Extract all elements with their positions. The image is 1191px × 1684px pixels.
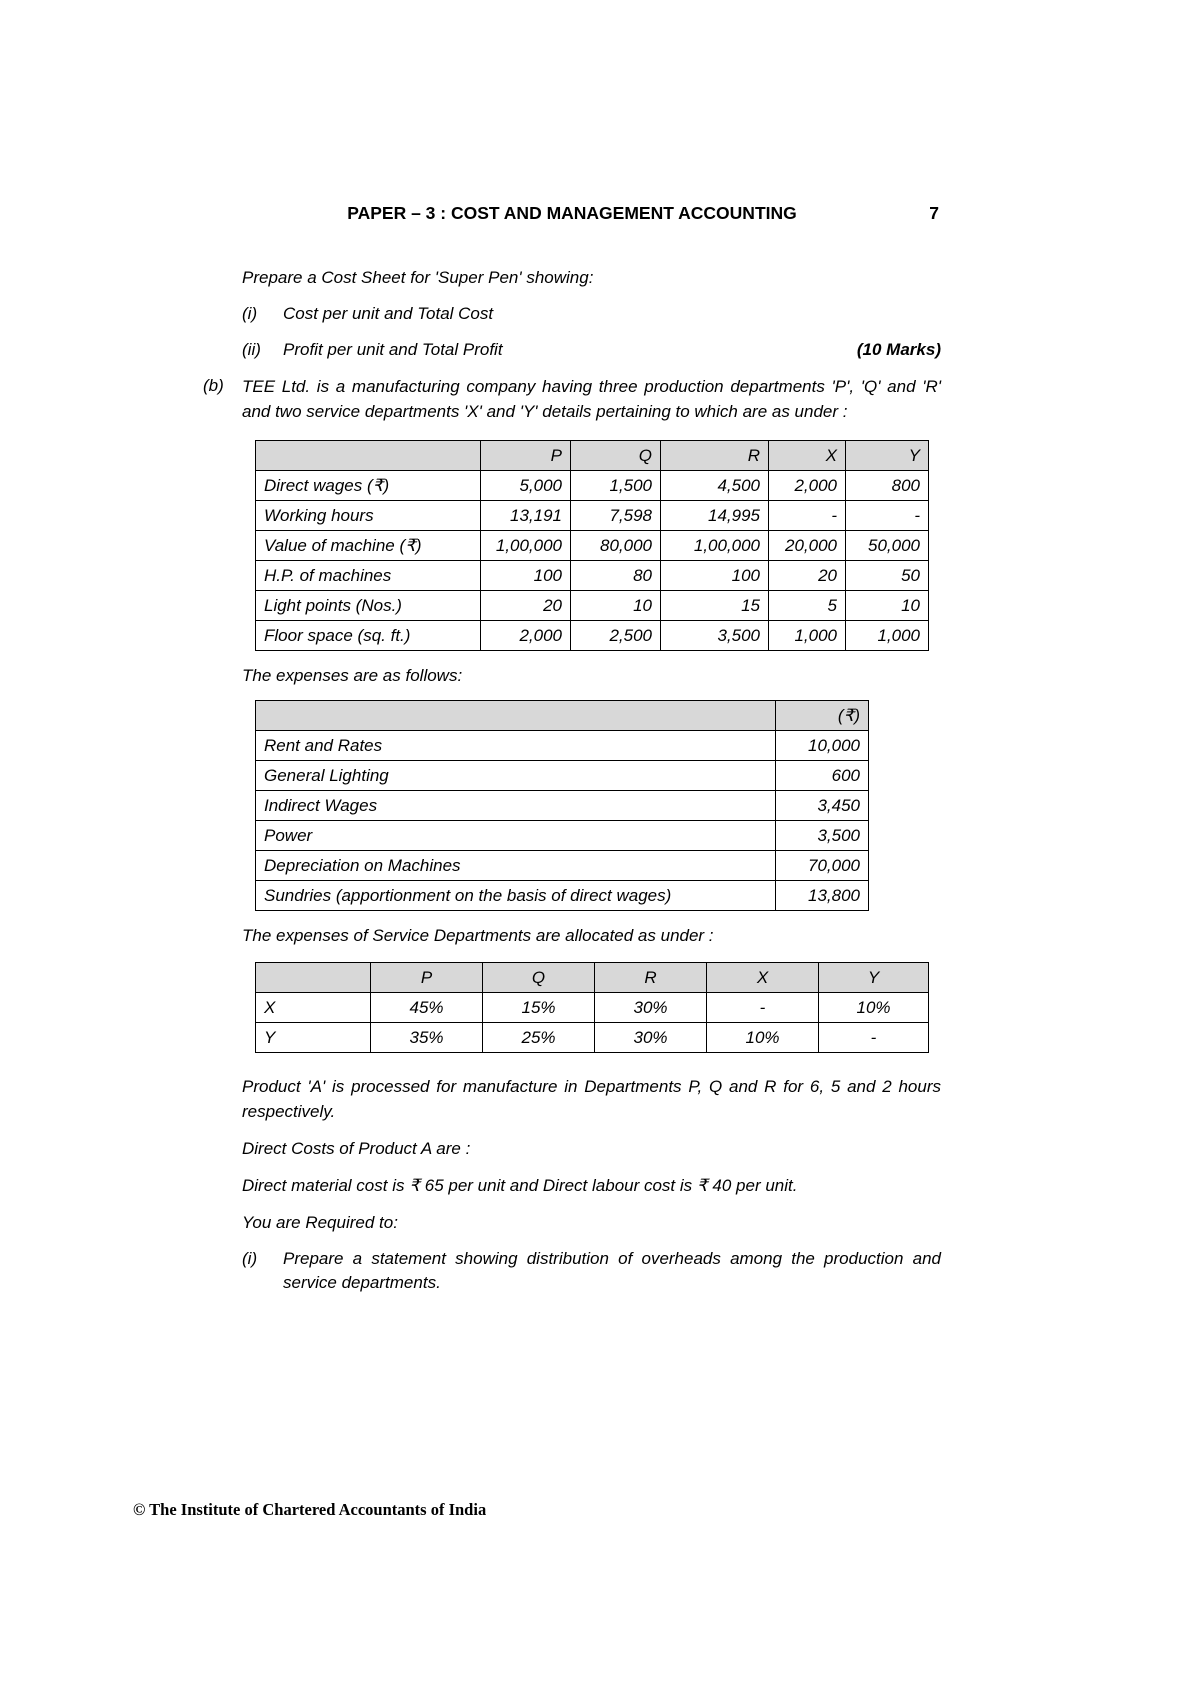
table-cell: 30% [595, 1023, 707, 1053]
page-header [203, 202, 941, 224]
row-label: Indirect Wages [256, 791, 776, 821]
table-row [256, 561, 929, 591]
table-cell: 4,500 [661, 471, 769, 501]
row-label: Sundries (apportionment on the basis of direct wages) [256, 881, 776, 911]
table-cell: 80,000 [571, 531, 661, 561]
table-cell: 20 [481, 591, 571, 621]
table-header-row [256, 701, 869, 731]
table-cell: 1,500 [571, 471, 661, 501]
part-label: (b) [203, 376, 224, 395]
table-cell: 5,000 [481, 471, 571, 501]
row-label: Power [256, 821, 776, 851]
table-cell: 50 [846, 561, 929, 591]
table-cell: 70,000 [776, 851, 869, 881]
table-row [256, 471, 929, 501]
table-cell: 35% [371, 1023, 483, 1053]
row-label: H.P. of machines [256, 561, 481, 591]
table-row [256, 761, 869, 791]
list-item-ii [242, 338, 941, 362]
table-cell: 600 [776, 761, 869, 791]
table-cell: - [707, 993, 819, 1023]
copyright-footer: © The Institute of Chartered Accountants of India [133, 1500, 487, 1519]
row-label: Light points (Nos.) [256, 591, 481, 621]
table-cell: 10% [707, 1023, 819, 1053]
row-label: Floor space (sq. ft.) [256, 621, 481, 651]
table-cell: 2,000 [481, 621, 571, 651]
table-cell: 1,000 [846, 621, 929, 651]
required-paragraph: You are Required to: [242, 1213, 398, 1232]
table-cell: 50,000 [846, 531, 929, 561]
table-header-cell: Q [571, 441, 661, 471]
table-row [256, 1023, 929, 1053]
list-number: (i) [242, 304, 258, 323]
page-number: 7 [929, 203, 939, 223]
table-cell: 13,800 [776, 881, 869, 911]
table-cell: 25% [483, 1023, 595, 1053]
row-label: Working hours [256, 501, 481, 531]
table-cell: 10,000 [776, 731, 869, 761]
table-header-cell: Y [819, 963, 929, 993]
marks-label: (10 Marks) [856, 340, 941, 359]
table-cell: 100 [481, 561, 571, 591]
table-header-row [256, 441, 929, 471]
product-a-paragraph: Product 'A' is processed for manufacture in Departments P, Q and R for 6, 5 and 2 hours respectively. [242, 1077, 941, 1121]
expenses-intro: The expenses are as follows: [242, 666, 463, 685]
table-cell: 3,450 [776, 791, 869, 821]
table-header-cell [256, 701, 776, 731]
table-row [256, 993, 929, 1023]
table-cell: 800 [846, 471, 929, 501]
table-cell: 30% [595, 993, 707, 1023]
table-cell: 45% [371, 993, 483, 1023]
table-header-cell: P [371, 963, 483, 993]
table-cell: 1,00,000 [661, 531, 769, 561]
list-text: Profit per unit and Total Profit [283, 340, 503, 359]
table-cell: 20 [769, 561, 846, 591]
list-number: (ii) [242, 340, 261, 359]
table-row [256, 531, 929, 561]
table-cell: 2,000 [769, 471, 846, 501]
row-label: Y [256, 1023, 371, 1053]
part-text: TEE Ltd. is a manufacturing company having three production departments 'P', 'Q' and 'R' and two service departments 'X' and 'Y' details pertaining to which are as under : [242, 377, 941, 421]
table-cell: 14,995 [661, 501, 769, 531]
table-header-cell: Y [846, 441, 929, 471]
table-row [256, 621, 929, 651]
table-cell: - [819, 1023, 929, 1053]
row-label: General Lighting [256, 761, 776, 791]
row-label: Rent and Rates [256, 731, 776, 761]
table-header-cell: R [661, 441, 769, 471]
table-header-row [256, 963, 929, 993]
table-cell: 5 [769, 591, 846, 621]
table-cell: - [769, 501, 846, 531]
table-cell: 2,500 [571, 621, 661, 651]
row-label: Depreciation on Machines [256, 851, 776, 881]
table-header-cell [256, 963, 371, 993]
material-labour-paragraph: Direct material cost is ₹ 65 per unit and Direct labour cost is ₹ 40 per unit. [242, 1176, 798, 1195]
table-row [256, 821, 869, 851]
table-cell: 15 [661, 591, 769, 621]
list-number: (i) [242, 1249, 258, 1268]
table-header-cell: P [481, 441, 571, 471]
table-row [256, 791, 869, 821]
table-cell: 10% [819, 993, 929, 1023]
row-label: Value of machine (₹) [256, 531, 481, 561]
service-allocation-table [255, 962, 929, 1053]
list-text: Cost per unit and Total Cost [283, 304, 494, 323]
table-cell: 3,500 [661, 621, 769, 651]
table-cell: 20,000 [769, 531, 846, 561]
table-row [256, 851, 869, 881]
part-b-paragraph [203, 374, 941, 424]
row-label: X [256, 993, 371, 1023]
allocation-intro: The expenses of Service Departments are allocated as under : [242, 926, 714, 945]
page-title: PAPER – 3 : COST AND MANAGEMENT ACCOUNTING [347, 203, 797, 223]
page-content [203, 202, 941, 1295]
intro-lead: Prepare a Cost Sheet for 'Super Pen' showing: [242, 268, 594, 287]
table-header-cell: Q [483, 963, 595, 993]
list-item-i [242, 302, 941, 326]
table-row [256, 731, 869, 761]
table-cell: 100 [661, 561, 769, 591]
table-cell: 1,000 [769, 621, 846, 651]
table-cell: 10 [846, 591, 929, 621]
table-header-cell: R [595, 963, 707, 993]
table-header-cell: X [707, 963, 819, 993]
table-header-cell: X [769, 441, 846, 471]
table-row [256, 881, 869, 911]
row-label: Direct wages (₹) [256, 471, 481, 501]
table-cell: 7,598 [571, 501, 661, 531]
table-header-cell: (₹) [776, 701, 869, 731]
table-cell: 10 [571, 591, 661, 621]
table-cell: 13,191 [481, 501, 571, 531]
direct-costs-paragraph: Direct Costs of Product A are : [242, 1139, 471, 1158]
list-text: Prepare a statement showing distribution of overheads among the production and service departments. [283, 1249, 941, 1292]
table-cell: 15% [483, 993, 595, 1023]
table-cell: 1,00,000 [481, 531, 571, 561]
table-cell: 3,500 [776, 821, 869, 851]
table-header-cell [256, 441, 481, 471]
table-row [256, 501, 929, 531]
required-item-i [242, 1247, 941, 1295]
table-cell: 80 [571, 561, 661, 591]
table-cell: - [846, 501, 929, 531]
table-row [256, 591, 929, 621]
department-details-table [255, 440, 929, 651]
expenses-table [255, 700, 869, 911]
